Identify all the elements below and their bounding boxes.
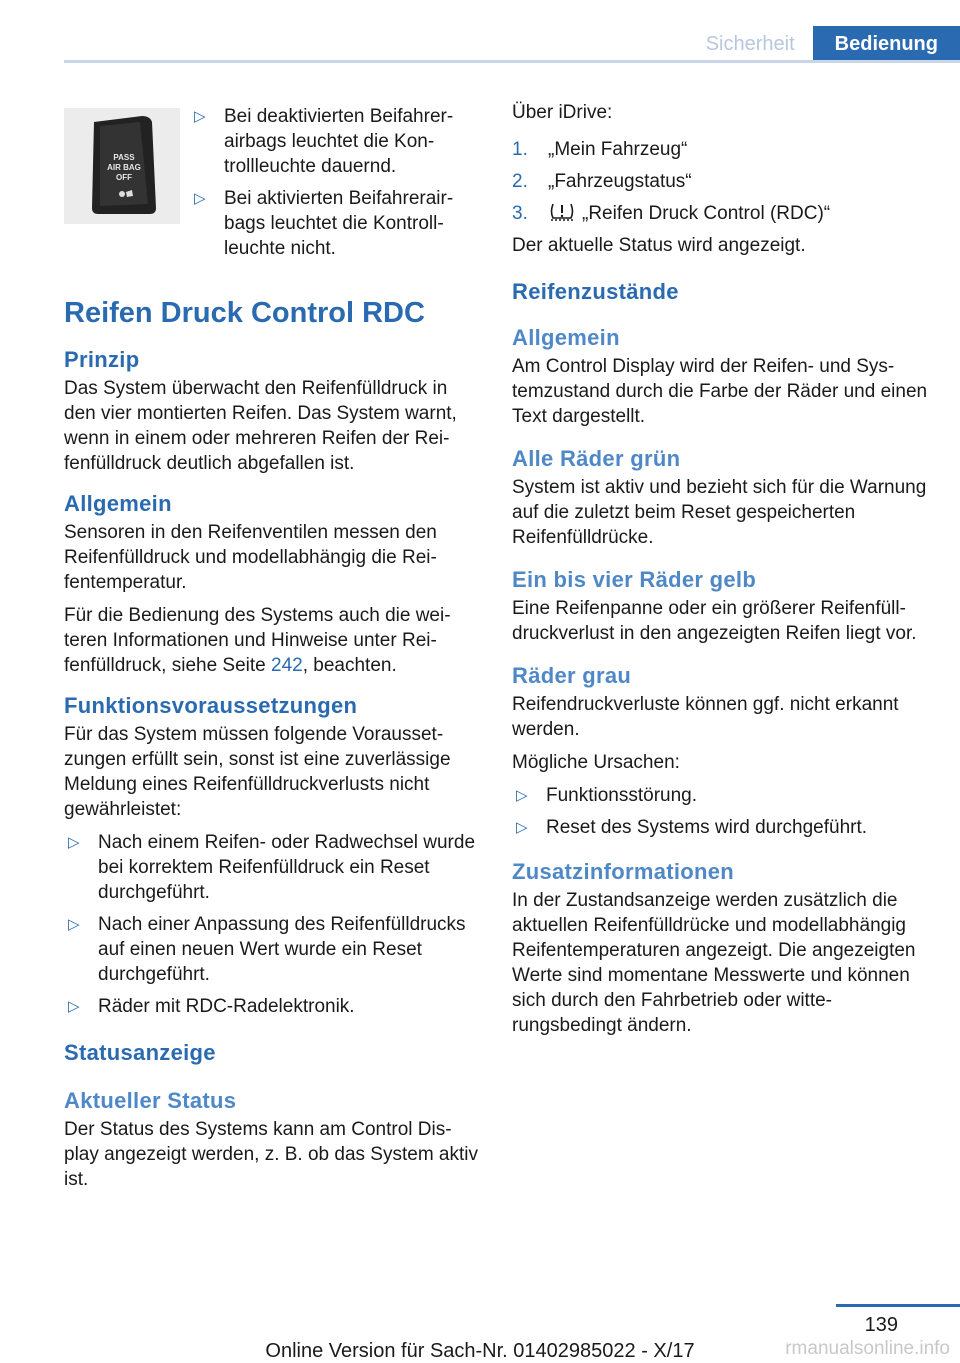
- airbag-section: [64, 100, 478, 296]
- list-item: 2. „Fahrzeugstatus“: [512, 171, 692, 192]
- paragraph-ursachen: Mögliche Ursachen:: [512, 752, 680, 773]
- svg-text:AIR BAG: AIR BAG: [107, 163, 141, 172]
- triangle-right-icon: ▷: [516, 819, 528, 836]
- triangle-right-icon: ▷: [68, 998, 80, 1015]
- idrive-steps: [512, 137, 928, 226]
- paragraph-gelb: Eine Reifenpanne oder ein größerer Reifenfülldruckverlust in den angezeigten Reifen liegt vor.: [512, 598, 917, 644]
- heading-reifenzustaende: Reifenzustände: [512, 279, 679, 304]
- paragraph-aktueller-status: Der Status des Systems kann am Control Display angezeigt werden, z. B. ob das System aktiv ist.: [64, 1119, 478, 1190]
- list-item: ▷ Reset des Systems wird durchgeführt.: [516, 817, 868, 838]
- list-item: ▷ Bei aktivierten Beifahrerairbags leuchtet die Kontrollleuchte nicht.: [194, 188, 454, 259]
- page-link-242[interactable]: 242: [271, 655, 303, 676]
- paragraph-sensoren: Sensoren in den Reifenventilen messen den Reifenfülldruck und modellabhängig die Reifentemperatur.: [64, 522, 437, 593]
- heading-prinzip: Prinzip: [64, 347, 140, 372]
- heading-statusanzeige: Statusanzeige: [64, 1040, 216, 1065]
- paragraph-prinzip: Das System überwacht den Reifenfülldruck in den vier montierten Reifen. Das System warnt, wenn in einem oder mehreren Reifen der Reifenfülldruck deutlich abgefallen ist.: [64, 378, 457, 474]
- heading-raeder-grau: Räder grau: [512, 663, 632, 688]
- paragraph-gruen: System ist aktiv und bezieht sich für die Warnung auf die zuletzt beim Reset gespeicherten Reifenfülldrücke.: [512, 477, 927, 548]
- left-column: [64, 100, 478, 1200]
- triangle-right-icon: ▷: [68, 834, 80, 851]
- ursachen-bullet-list: [512, 783, 928, 840]
- section-title-rdc: Reifen Druck Control RDC: [64, 297, 425, 329]
- airbag-off-switch-icon: [64, 108, 180, 224]
- heading-raeder-gelb: Ein bis vier Räder gelb: [512, 567, 757, 592]
- paragraph-allgemein-right: Am Control Display wird der Reifen- und Systemzustand durch die Farbe der Räder und einen Text dargestellt.: [512, 356, 928, 427]
- airbag-indicator-image: [64, 108, 180, 224]
- svg-text:OFF: OFF: [116, 173, 132, 182]
- triangle-right-icon: ▷: [68, 916, 80, 933]
- footer-accent-line: [836, 1304, 960, 1307]
- page-number: 139: [864, 1314, 898, 1336]
- funktion-bullet-list: [64, 830, 478, 1019]
- paragraph-bedienung: Für die Bedienung des Systems auch die weiteren Informationen und Hinweise unter Reifenfülldruck, siehe Seite 242, beachten.: [64, 605, 451, 676]
- list-item: ▷ Räder mit RDC-Radelektronik.: [68, 996, 355, 1017]
- triangle-right-icon: ▷: [516, 787, 528, 804]
- list-item: ▷ Bei deaktivierten Beifahrerairbags leuchtet die Kontrollleuchte dauernd.: [194, 106, 454, 177]
- list-item: ▷ Nach einem Reifen- oder Radwechsel wurde bei korrektem Reifenfülldruck ein Reset durchgeführt.: [68, 832, 476, 903]
- heading-funktionsvoraussetzungen: Funktionsvoraussetzungen: [64, 693, 358, 718]
- heading-alle-raeder-gruen: Alle Räder grün: [512, 446, 681, 471]
- paragraph-status-shown: Der aktuelle Status wird angezeigt.: [512, 235, 806, 256]
- tab-bedienung[interactable]: Bedienung: [813, 26, 960, 62]
- triangle-right-icon: ▷: [194, 108, 206, 125]
- heading-zusatzinformationen: Zusatzinformationen: [512, 859, 735, 884]
- online-version-note: Online Version für Sach-Nr. 01402985022 - X/17: [265, 1340, 695, 1362]
- triangle-right-icon: ▷: [194, 190, 206, 207]
- heading-aktueller-status: Aktueller Status: [64, 1088, 237, 1113]
- list-item: ▷ Funktionsstörung.: [516, 785, 698, 806]
- svg-text:PASS: PASS: [113, 153, 135, 162]
- idrive-intro: Über iDrive:: [512, 102, 613, 123]
- header-divider: [64, 60, 960, 63]
- watermark: rmanualsonline.info: [785, 1338, 950, 1359]
- right-column: [512, 100, 928, 1046]
- tab-sicherheit[interactable]: Sicherheit: [688, 26, 813, 62]
- paragraph-funktion: Für das System müssen folgende Voraussetzungen erfüllt sein, sonst ist eine zuverlässige Meldung eines Reifenfülldruckverlusts nicht gewährleistet:: [64, 724, 451, 820]
- list-item: 1. „Mein Fahrzeug“: [512, 139, 688, 160]
- tire-pressure-warning-icon: [548, 202, 576, 222]
- paragraph-grau: Reifendruckverluste können ggf. nicht erkannt werden.: [512, 694, 899, 740]
- heading-allgemein: Allgemein: [64, 491, 172, 516]
- airbag-bullet-list: [190, 104, 478, 268]
- list-item: 3. „Reifen Druck Control (RDC)“: [512, 203, 831, 224]
- paragraph-zusatz: In der Zustandsanzeige werden zusätzlich die aktuellen Reifenfülldrücke und modellabhängig Reifentemperaturen angezeigt. Die angezeigten Werte sind momentane Messwerte und können sich durch den Fahrbetrieb oder witterungsbedingt ändern.: [512, 890, 916, 1036]
- heading-allgemein-right: Allgemein: [512, 325, 620, 350]
- list-item: ▷ Nach einer Anpassung des Reifenfülldrucks auf einen neuen Wert wurde ein Reset durchgeführt.: [68, 914, 466, 985]
- header-tabs: [688, 26, 960, 62]
